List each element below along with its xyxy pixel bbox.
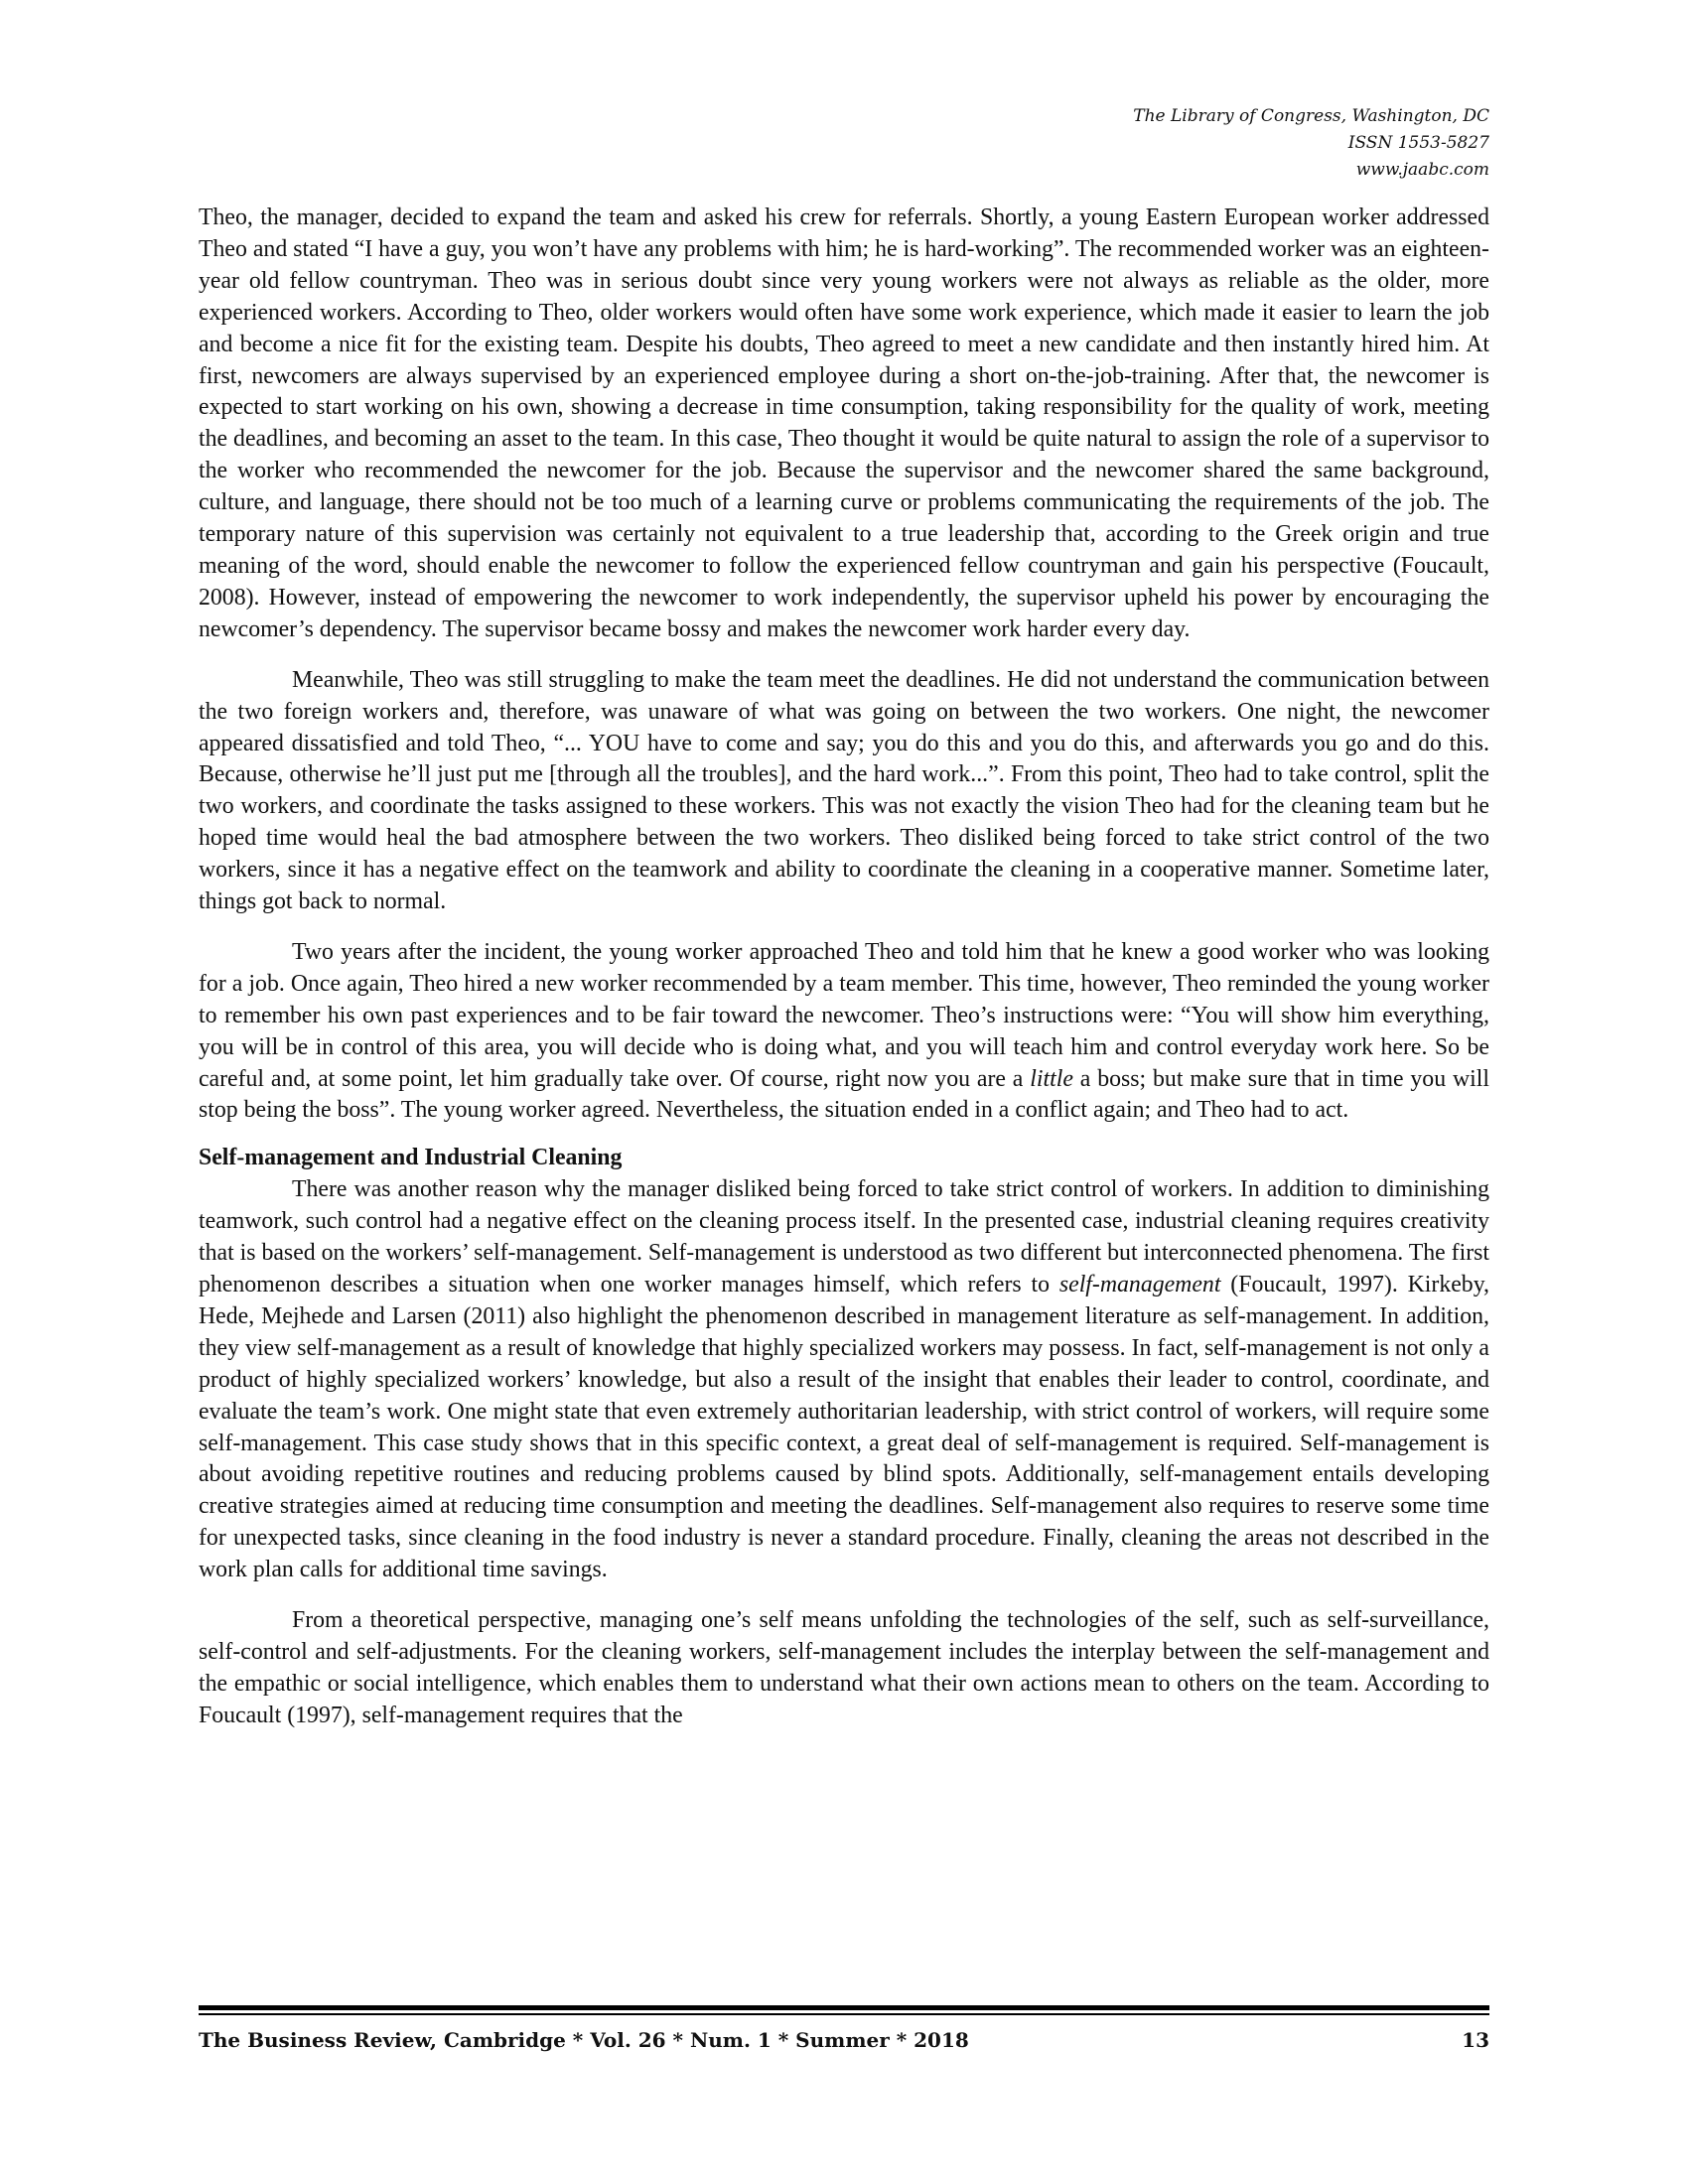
running-footer [199,2028,1489,2060]
page-number: 13 [1462,2028,1489,2052]
paragraph-3 [199,937,1489,1127]
footer-rule-thin [199,2013,1489,2015]
header-publisher: The Library of Congress, Washington, DC [1133,106,1489,126]
paragraph-4-text-b: (Foucault, 1997). Kirkeby, Hede, Mejhede and Larsen (2011) also highlight the phenomenon described in management literature as self-management. In addition, they view self-management as a result of knowledge that highly specialized workers may possess. In fact, self-management is not only a product of highly specialized workers’ knowledge, but also a result of the insight that enables their leader to control, coordinate, and evaluate the team’s work. One might state that even extremely authoritarian leadership, with strict control of workers, will require some self-management. This case study shows that in this specific context, a great deal of self-management is required. Self-management is about avoiding repetitive routines and reducing problems caused by blind spots. Additionally, self-management entails developing creative strategies aimed at reducing time consumption and meeting the deadlines. Self-management also requires to reserve some time for unexpected tasks, since cleaning in the food industry is never a standard procedure. Finally, cleaning the areas not described in the work plan calls for additional time savings. [199,1272,1489,1583]
article-body [199,203,1489,1732]
footer-rule-thick [199,2005,1489,2010]
footer-journal: The Business Review, Cambridge * Vol. 26 * Num. 1 * Summer * 2018 [199,2028,969,2052]
paragraph-3-italic: little [1030,1065,1073,1092]
paragraph-4 [199,1174,1489,1586]
paragraph-3-text-b: a boss; but make sure that in time you will stop being the boss”. The young worker agreed. Nevertheless, the situation ended in a conflict again; and Theo had to act. [199,1065,1490,1124]
paragraph-3-text-a: Two years after the incident, the young worker approached Theo and told him that he knew a good worker who was looking for a job. Once again, Theo hired a new worker recommended by a team member. This time, however, Theo reminded the young worker to remember his own past experiences and to be fair toward the newcomer. Theo’s instructions were: “You will show him everything, you will be in control of this area, you will decide who is doing what, and you will teach him and control everyday work here. So be careful and, at some point, let him gradually take over. Of course, right now you are a [199,938,1489,1092]
section-heading: Self-management and Industrial Cleaning [199,1145,623,1171]
paragraph-4-text-a: There was another reason why the manager disliked being forced to take strict control of workers. In addition to diminishing teamwork, such control had a negative effect on the cleaning process itself. In the presented case, industrial cleaning requires creativity that is based on the workers’ self-management. Self-management is understood as two different but interconnected phenomena. The first phenomenon describes a situation when one worker manages himself, which refers to [199,1176,1489,1297]
paragraph-1: Theo, the manager, decided to expand the team and asked his crew for referrals. Shortly, a young Eastern European worker addressed Theo and stated “I have a guy, you won’t have any problems with him; he is hard-working”. The recommended worker was an eighteen-year old fellow countryman. Theo was in serious doubt since very young workers were not always as reliable as the older, more experienced workers. According to Theo, older workers would often have some work experience, which made it easier to learn the job and become a nice fit for the existing team. Despite his doubts, Theo agreed to meet a new candidate and then instantly hired him. At first, newcomers are always supervised by an experienced employee during a short on-the-job-training. After that, the newcomer is expected to start working on his own, showing a decrease in time consumption, taking responsibility for the quality of work, meeting the deadlines, and becoming an asset to the team. In this case, Theo thought it would be quite natural to assign the role of a supervisor to the worker who recommended the newcomer for the job. Because the supervisor and the newcomer shared the same background, culture, and language, there should not be too much of a learning curve or problems communicating the requirements of the job. The temporary nature of this supervision was certainly not equivalent to a true leadership that, according to the Greek origin and true meaning of the word, should enable the newcomer to follow the experienced fellow countryman and gain his perspective (Foucault, 2008). However, instead of empowering the newcomer to work independently, the supervisor upheld his power by encouraging the newcomer’s dependency. The supervisor became bossy and makes the newcomer work harder every day. [199,205,1489,642]
header-website: www.jaabc.com [1355,160,1489,180]
header-issn: ISSN 1553-5827 [1347,133,1489,153]
running-header [1133,103,1489,184]
paragraph-5: From a theoretical perspective, managing one’s self means unfolding the technologies of the self, such as self-surveillance, self-control and self-adjustments. For the cleaning workers, self-management includes the interplay between the self-management and the empathic or social intelligence, which enables them to understand what their own actions mean to others on the team. According to Foucault (1997), self-management requires that the [199,1607,1489,1728]
paragraph-4-italic: self-management [1058,1272,1221,1297]
paragraph-2: Meanwhile, Theo was still struggling to make the team meet the deadlines. He did not understand the communication between the two foreign workers and, therefore, was unaware of what was going on between the two workers. One night, the newcomer appeared dissatisfied and told Theo, “... YOU have to come and say; you do this and you do this, and afterwards you go and do this. Because, otherwise he’ll just put me [through all the troubles], and the hard work...”. From this point, Theo had to take control, split the two workers, and coordinate the tasks assigned to these workers. This was not exactly the vision Theo had for the cleaning team but he hoped time would heal the bad atmosphere between the two workers. Theo disliked being forced to take strict control of the two workers, since it has a negative effect on the teamwork and ability to coordinate the cleaning in a cooperative manner. Sometime later, things got back to normal. [199,666,1489,915]
